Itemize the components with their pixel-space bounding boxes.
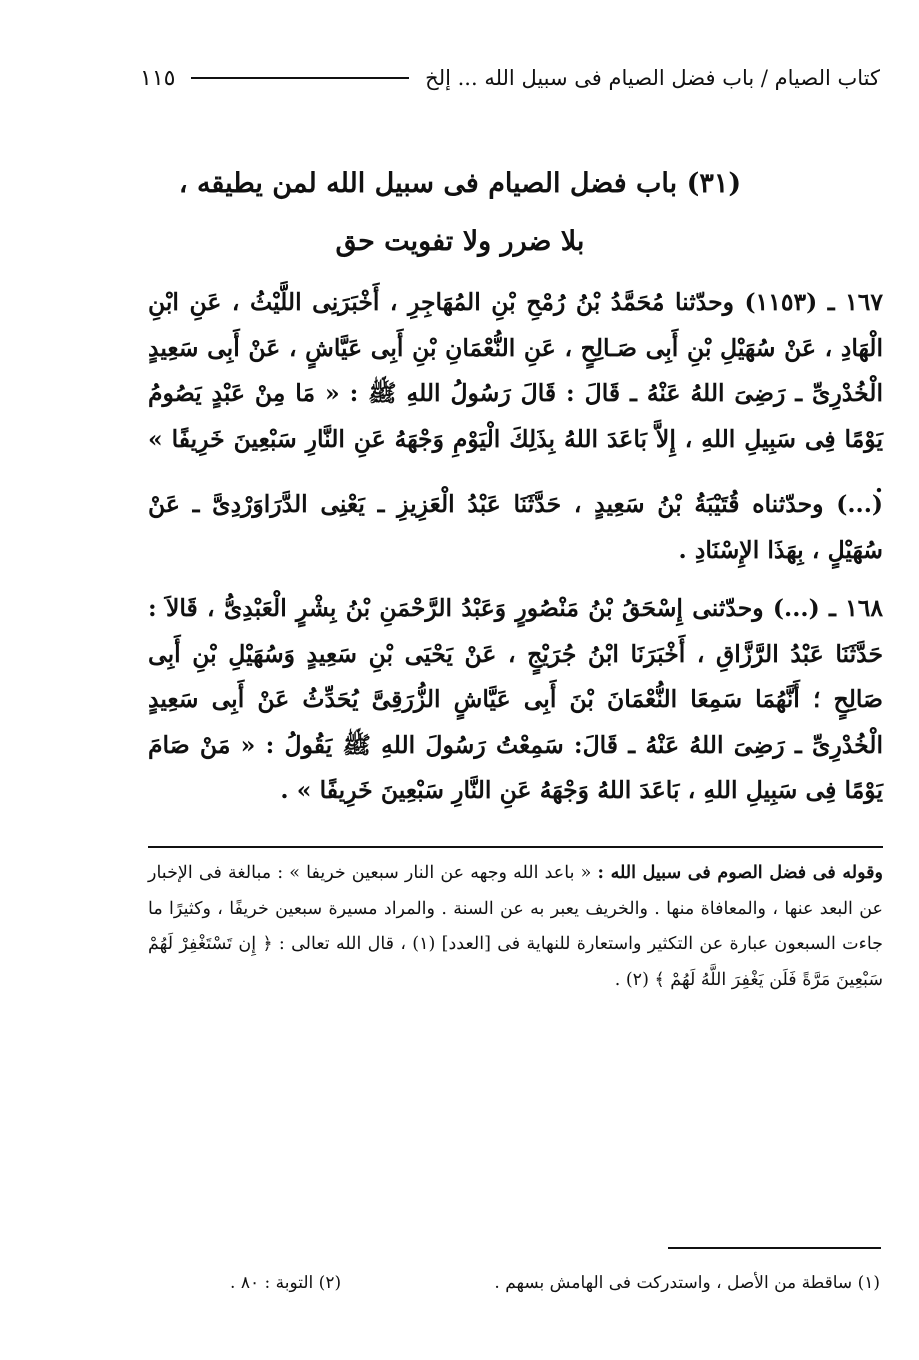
commentary-divider [148, 846, 883, 848]
footnote-2: (٢) التوبة : ٨٠ . [230, 1273, 342, 1293]
running-header [140, 58, 880, 98]
chapter-title: (٣١) باب فضل الصيام فى سبيل الله لمن يطيقه ، [178, 168, 742, 199]
hadith-167: ١٦٧ ـ (١١٥٣) وحدّثنا مُحَمَّدُ بْنُ رُمْحِ بْنِ المُهَاجِرِ ، أَخْبَرَنِى اللَّيْثُ ، عَنِ ابْنِ الْهَادِ ، عَنْ سُهَيْلِ بْنِ أَبِى صَـالِحٍ ، عَنِ النُّعْمَانِ بْنِ أَبِى عَيَّاشٍ ، عَنْ أَبِى سَعِيدٍ الْخُدْرِىِّ ـ رَضِىَ اللهُ عَنْهُ ـ قَالَ : قَالَ رَسُولُ اللهِ ﷺ : « مَا مِنْ عَبْدٍ يَصُومُ يَوْمًا فِى سَبِيلِ اللهِ ، إِلاَّ بَاعَدَ اللهُ بِذَلِكَ الْيَوْمِ وَجْهَهُ عَنِ النَّارِ سَبْعِينَ خَرِيفًا » . [148, 288, 883, 498]
hadith-168: ١٦٨ ـ (...) وحدّثنى إِسْحَقُ بْنُ مَنْصُورٍ وَعَبْدُ الرَّحْمَنِ بْنُ بِشْرٍ الْعَبْدِىُّ ، قَالاَ : حَدَّثَنَا عَبْدُ الرَّزَّاقِ ، أَخْبَرَنَا ابْنُ جُرَيْجٍ ، عَنْ يَحْيَى بْنِ سَعِيدٍ وَسُهَيْلِ بْنِ أَبِى صَالِحٍ ؛ أَنَّهُمَا سَمِعَا النُّعْمَانَ بْنَ أَبِى عَيَّاشٍ الزُّرَقِىَّ يُحَدِّثُ عَنْ أَبِى سَعِيدٍ الْخُدْرِىِّ ـ رَضِىَ اللهُ عَنْهُ ـ قَالَ: سَمِعْتُ رَسُولَ اللهِ ﷺ يَقُولُ : « مَنْ صَامَ يَوْمًا فِى سَبِيلِ اللهِ ، بَاعَدَ اللهُ وَجْهَهُ عَنِ النَّارِ سَبْعِينَ خَرِيفًا » . [148, 594, 883, 804]
page-number: ١١٥ [140, 65, 176, 91]
commentary-text: « باعد الله وجهه عن النار سبعين خريفا » : مبالغة فى الإخبار عن البعد عنها ، والمعافاة منها . والخريف يعبر به عن السنة . والمراد مسيرة سبعين خريفًا ، وكثيرًا ما جاءت السبعون عبارة عن التكثير واستعارة للنهاية فى [العدد] (١) ، قال الله تعالى : ﴿ إِن تَسْتَغْفِرْ لَهُمْ سَبْعِينَ مَرَّةً فَلَن يَغْفِرَ اللَّهُ لَهُمْ ﴾ (٢) . [148, 863, 883, 990]
chapter-subtitle: بلا ضرر ولا تفويت حق [335, 226, 585, 257]
commentary [148, 856, 883, 998]
header-rule [191, 77, 409, 79]
footnote-rule [668, 1247, 881, 1249]
commentary-lead: وقوله فى فضل الصوم فى سبيل الله : [597, 863, 883, 883]
running-title: كتاب الصيام / باب فضل الصيام فى سبيل الله ... إلخ [425, 66, 880, 90]
footnote-1: (١) ساقطة من الأصل ، واستدركت فى الهامش بسهم . [494, 1273, 880, 1293]
footnotes [230, 1265, 880, 1301]
hadith-167-chain: (...) وحدّثناه قُتَيْبَةُ بْنُ سَعِيدٍ ، حَدَّثَنَا عَبْدُ الْعَزِيزِ ـ يَعْنِى الدَّرَاوَرْدِىَّ ـ عَنْ سُهَيْلٍ ، بِهَذَا الإِسْنَادِ . [148, 490, 883, 564]
